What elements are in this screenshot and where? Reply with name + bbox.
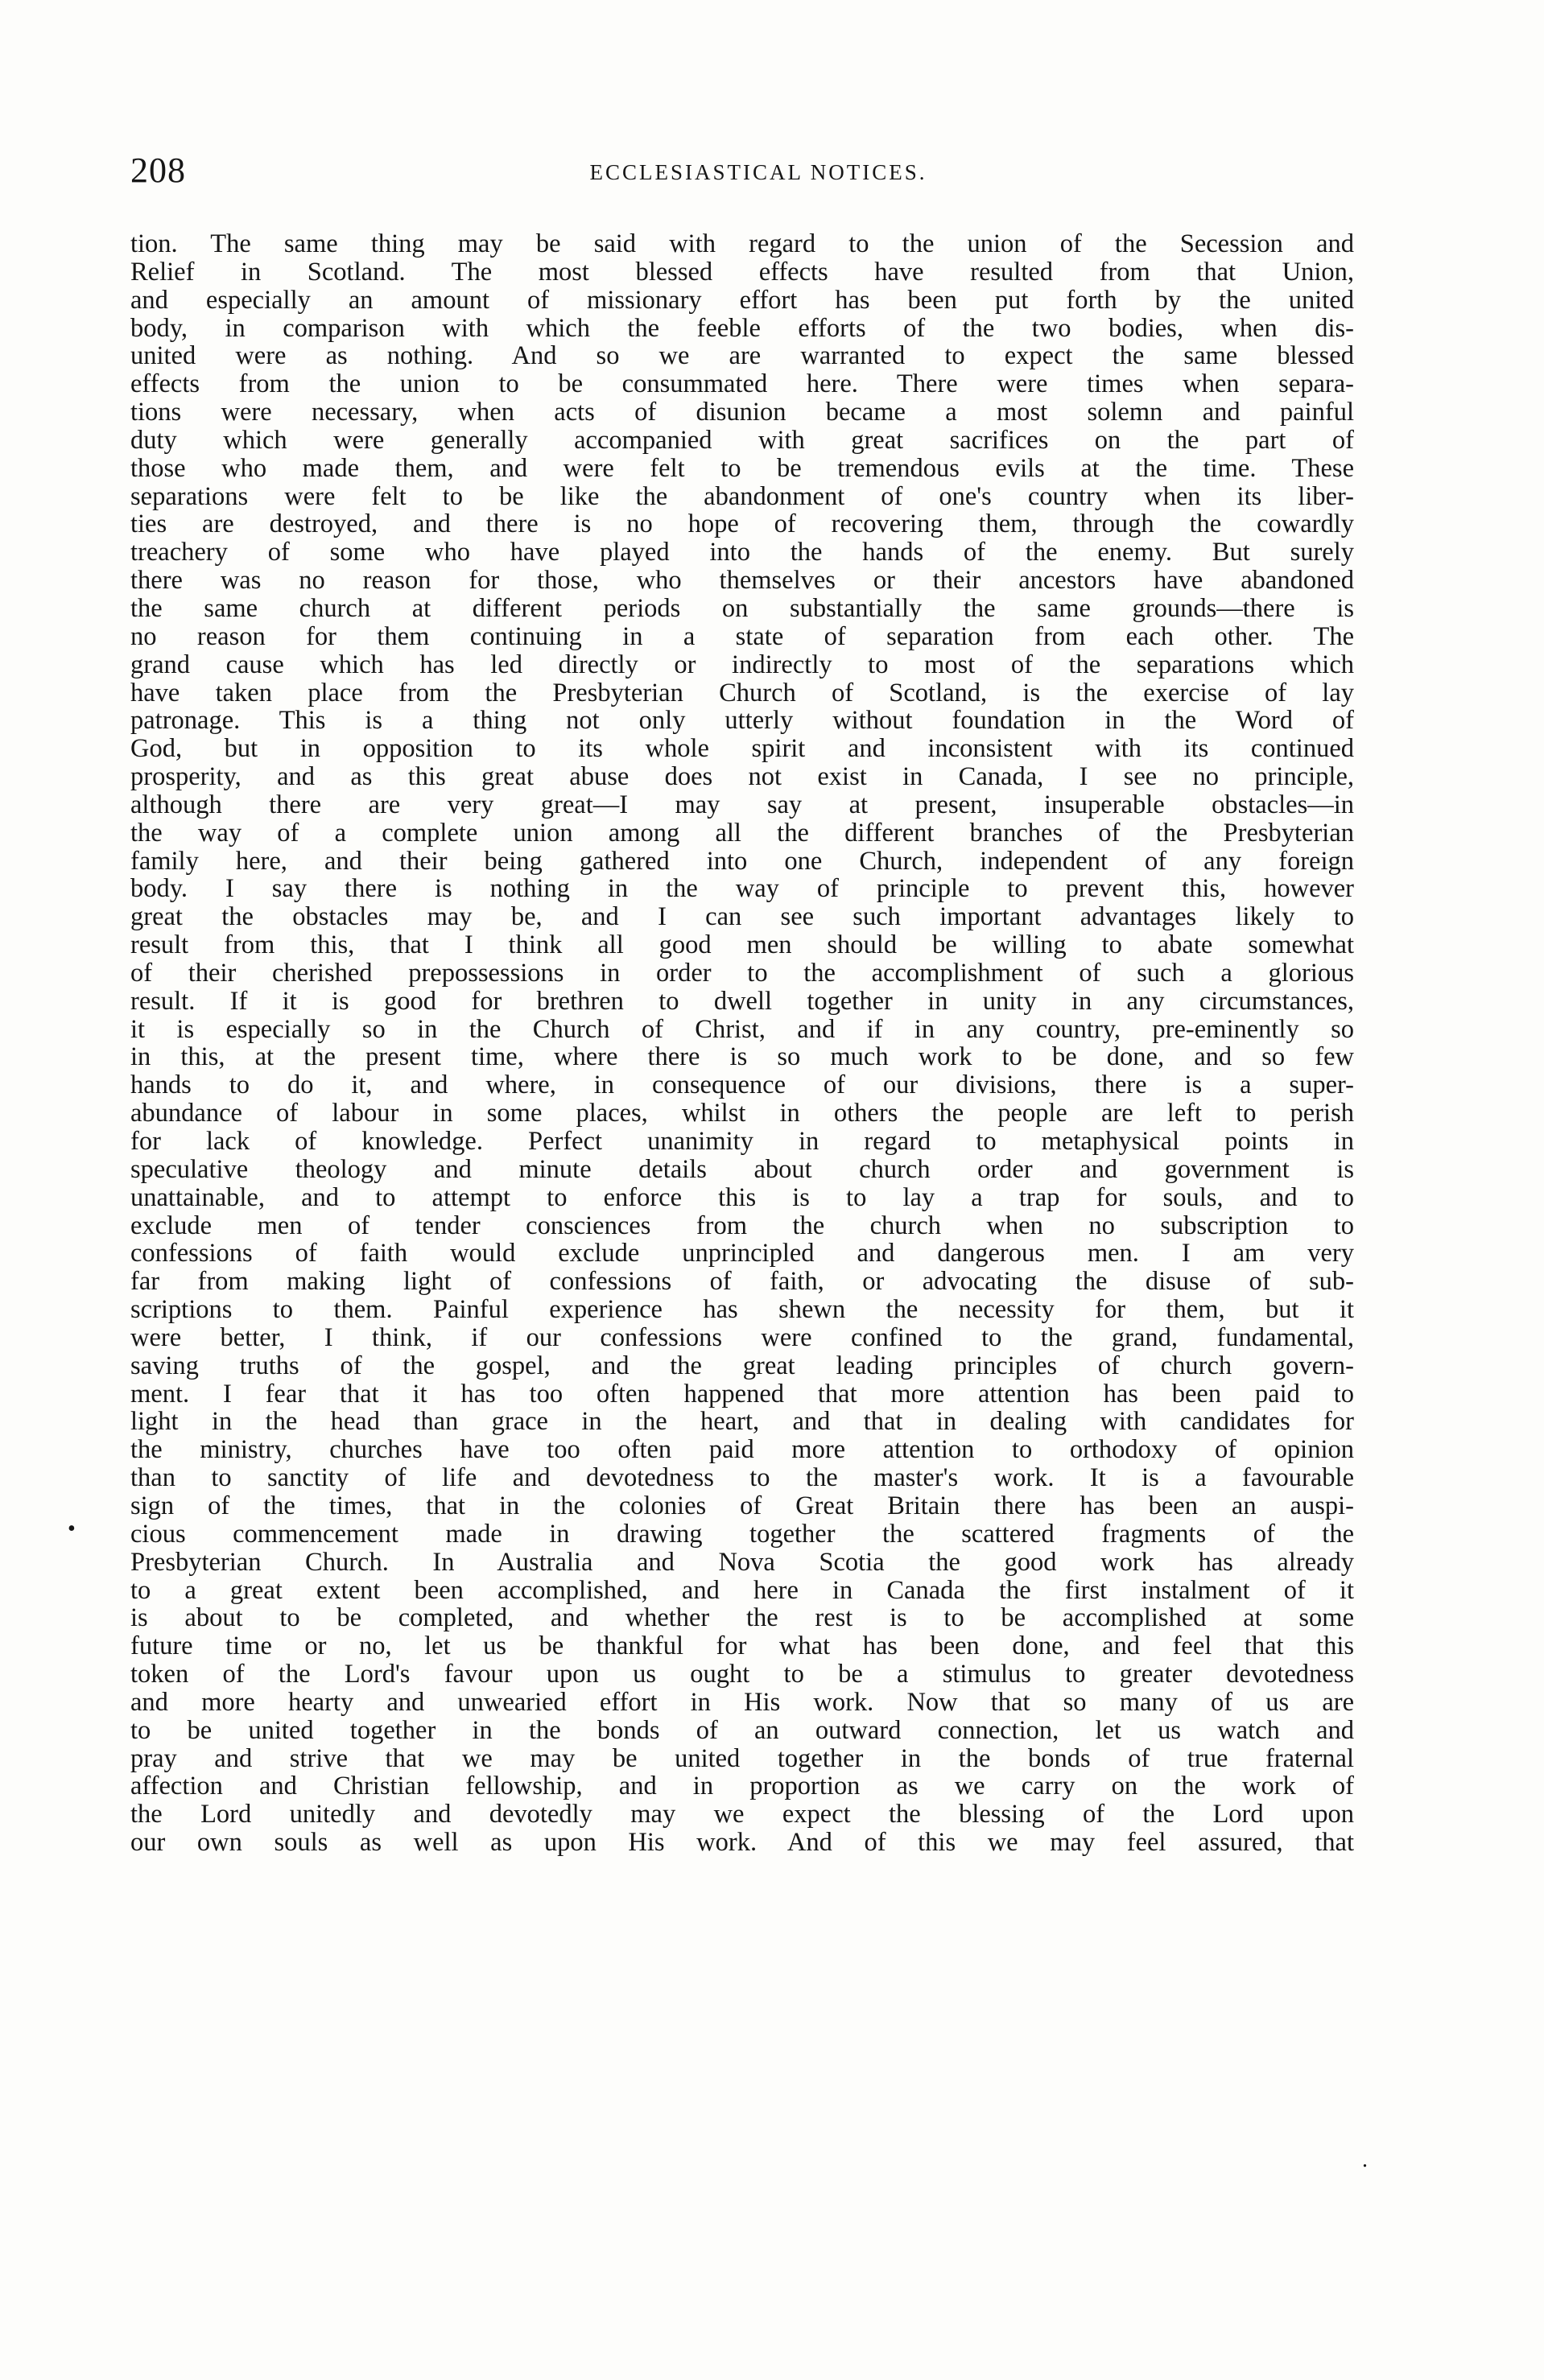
text-line: family here, and their being gathered into one Church, independent of any foreign bbox=[130, 846, 1354, 876]
text-line: God, but in opposition to its whole spirit and inconsistent with its continued bbox=[130, 734, 1354, 764]
text-line: body, in comparison with which the feeble efforts of the two bodies, when dis- bbox=[130, 313, 1354, 343]
text-line: Presbyterian Church. In Australia and Nova Scotia the good work has already bbox=[130, 1547, 1354, 1577]
text-line: token of the Lord's favour upon us ought to be a stimulus to greater devotedness bbox=[130, 1660, 1354, 1689]
text-line: result from this, that I think all good men should be willing to abate somewhat bbox=[130, 930, 1354, 960]
text-line: hands to do it, and where, in consequence of our divisions, there is a super- bbox=[130, 1070, 1354, 1100]
text-line: patronage. This is a thing not only utterly without foundation in the Word of bbox=[130, 706, 1354, 736]
text-line: abundance of labour in some places, whilst in others the people are left to perish bbox=[130, 1099, 1354, 1128]
text-line: separations were felt to be like the abandonment of one's country when its liber- bbox=[130, 481, 1354, 511]
text-line: result. If it is good for brethren to dwell together in unity in any circumstances, bbox=[130, 986, 1354, 1016]
text-line: unattainable, and to attempt to enforce this is to lay a trap for souls, and to bbox=[130, 1182, 1354, 1212]
running-head bbox=[130, 148, 1354, 196]
text-line: confessions of faith would exclude unprincipled and dangerous men. I am very bbox=[130, 1239, 1354, 1268]
text-line: pray and strive that we may be united together in the bonds of true fraternal bbox=[130, 1743, 1354, 1773]
text-line: affection and Christian fellowship, and in proportion as we carry on the work of bbox=[130, 1772, 1354, 1801]
text-line: united were as nothing. And so we are warranted to expect the same blessed bbox=[130, 341, 1354, 371]
page-number: 208 bbox=[130, 151, 186, 190]
text-line: cious commencement made in drawing together the scattered fragments of the bbox=[130, 1519, 1354, 1549]
text-line: tion. The same thing may be said with regard to the union of the Secession and bbox=[130, 229, 1354, 258]
text-line: to be united together in the bonds of an outward connection, let us watch and bbox=[130, 1715, 1354, 1745]
text-line: effects from the union to be consummated here. There were times when separa- bbox=[130, 369, 1354, 399]
text-line: and especially an amount of missionary effort has been put forth by the united bbox=[130, 285, 1354, 315]
text-line: there was no reason for those, who themselves or their ancestors have abandoned bbox=[130, 566, 1354, 596]
text-line: duty which were generally accompanied with great sacrifices on the part of bbox=[130, 425, 1354, 455]
text-line: were better, I think, if our confessions were confined to the grand, fundamental, bbox=[130, 1322, 1354, 1352]
text-line: scriptions to them. Painful experience has shewn the necessity for them, but it bbox=[130, 1295, 1354, 1325]
text-line: the way of a complete union among all the different branches of the Presbyterian bbox=[130, 818, 1354, 848]
text-line: in this, at the present time, where there is so much work to be done, and so few bbox=[130, 1042, 1354, 1072]
text-line: Relief in Scotland. The most blessed effects have resulted from that Union, bbox=[130, 257, 1354, 287]
text-line: the Lord unitedly and devotedly may we expect the blessing of the Lord upon bbox=[130, 1800, 1354, 1829]
text-line: to a great extent been accomplished, and here in Canada the first instalment of it bbox=[130, 1575, 1354, 1605]
text-line: future time or no, let us be thankful for what has been done, and feel that this bbox=[130, 1631, 1354, 1661]
text-line: ties are destroyed, and there is no hope of recovering them, through the cowardly bbox=[130, 509, 1354, 539]
text-line: light in the head than grace in the heart, and that in dealing with candidates for bbox=[130, 1407, 1354, 1437]
body-text bbox=[130, 230, 1354, 1857]
text-line: speculative theology and minute details about church order and government is bbox=[130, 1154, 1354, 1184]
text-line: sign of the times, that in the colonies of Great Britain there has been an auspi- bbox=[130, 1491, 1354, 1520]
text-line: tions were necessary, when acts of disunion became a most solemn and painful bbox=[130, 398, 1354, 427]
text-line: although there are very great—I may say at present, insuperable obstacles—in bbox=[130, 790, 1354, 819]
margin-mark-left: • bbox=[68, 1516, 76, 1541]
text-line: no reason for them continuing in a state of separation from each other. The bbox=[130, 621, 1354, 651]
text-line: of their cherished prepossessions in order to the accomplishment of such a glorious bbox=[130, 958, 1354, 988]
text-line: the same church at different periods on substantially the same grounds—there is bbox=[130, 593, 1354, 623]
text-line: prosperity, and as this great abuse does not exist in Canada, I see no principle, bbox=[130, 762, 1354, 792]
text-line: saving truths of the gospel, and the great leading principles of church govern- bbox=[130, 1351, 1354, 1380]
text-line: our own souls as well as upon His work. And of this we may feel assured, that bbox=[130, 1828, 1354, 1858]
header-title: ECCLESIASTICAL NOTICES. bbox=[589, 160, 927, 184]
text-line: than to sanctity of life and devotedness to the master's work. It is a favourable bbox=[130, 1463, 1354, 1493]
text-line: and more hearty and unwearied effort in His work. Now that so many of us are bbox=[130, 1687, 1354, 1717]
text-line: exclude men of tender consciences from the church when no subscription to bbox=[130, 1211, 1354, 1240]
text-line: it is especially so in the Church of Christ, and if in any country, pre-eminently so bbox=[130, 1014, 1354, 1044]
text-line: have taken place from the Presbyterian Church of Scotland, is the exercise of lay bbox=[130, 678, 1354, 707]
text-line: treachery of some who have played into the hands of the enemy. But surely bbox=[130, 538, 1354, 567]
text-line: those who made them, and were felt to be tremendous evils at the time. These bbox=[130, 453, 1354, 483]
text-line: great the obstacles may be, and I can see such important advantages likely to bbox=[130, 902, 1354, 932]
text-line: for lack of knowledge. Perfect unanimity in regard to metaphysical points in bbox=[130, 1127, 1354, 1156]
text-line: body. I say there is nothing in the way of principle to prevent this, however bbox=[130, 874, 1354, 904]
text-line: is about to be completed, and whether the rest is to be accomplished at some bbox=[130, 1603, 1354, 1633]
text-line: grand cause which has led directly or indirectly to most of the separations which bbox=[130, 650, 1354, 679]
text-line: the ministry, churches have too often paid more attention to orthodoxy of opinion bbox=[130, 1435, 1354, 1465]
margin-mark-right: . bbox=[1362, 2147, 1368, 2172]
text-line: ment. I fear that it has too often happened that more attention has been paid to bbox=[130, 1379, 1354, 1409]
text-line: far from making light of confessions of faith, or advocating the disuse of sub- bbox=[130, 1267, 1354, 1297]
